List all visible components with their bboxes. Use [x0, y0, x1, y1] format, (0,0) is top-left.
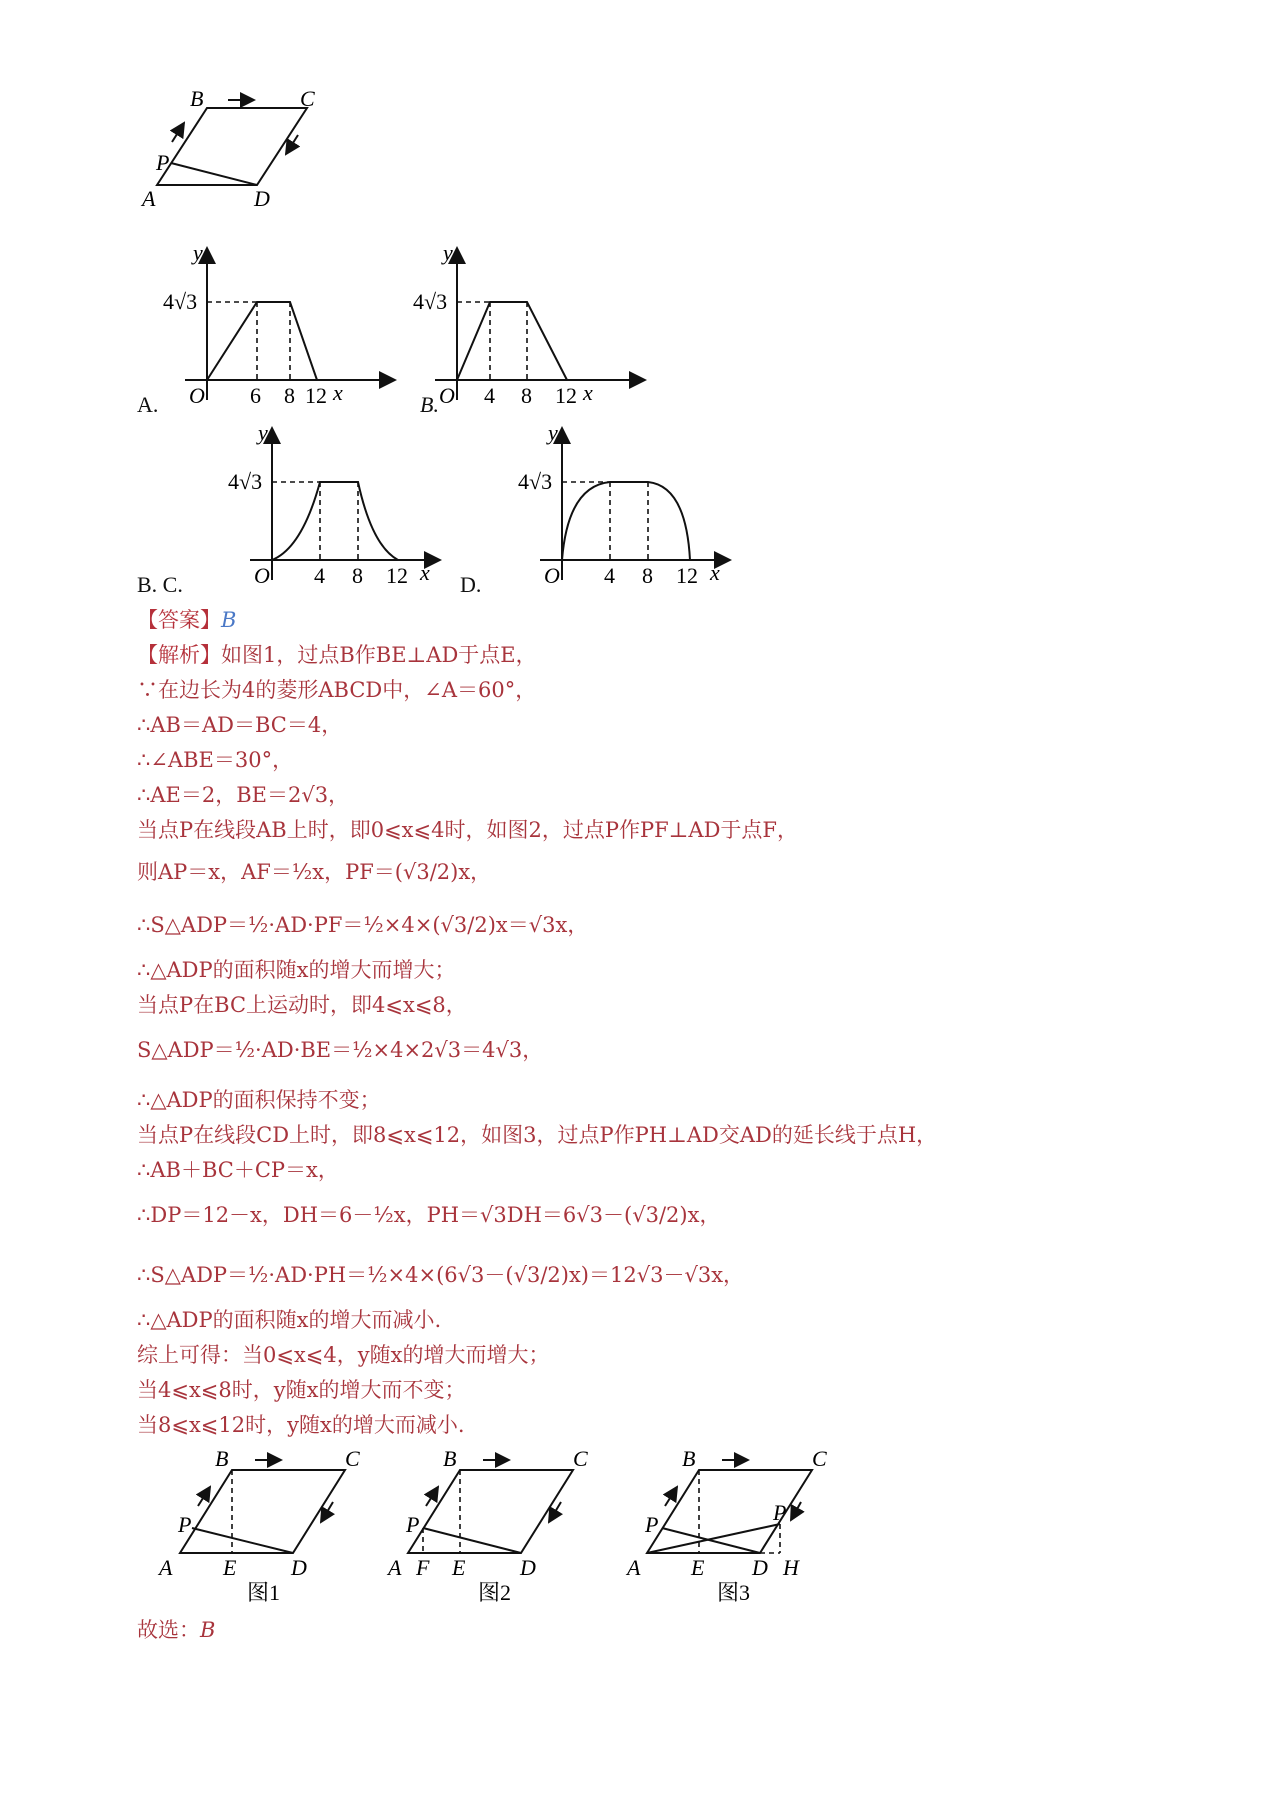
rhombus-outline [180, 1470, 345, 1553]
label-yval: 4√3 [228, 469, 263, 494]
answer-tag: 【答案】 [137, 608, 221, 632]
analysis-line-13: 当点P在线段CD上时，即8⩽x⩽12，如图3，过点P作PH⊥AD交AD的延长线于点H， [137, 1123, 938, 1147]
analysis-line-18: 综上可得：当0⩽x⩽4，y随x的增大而增大； [137, 1343, 550, 1367]
label-f: F [416, 1555, 430, 1580]
arrow-ab [172, 123, 184, 142]
label-x: x [710, 560, 720, 585]
tick-12: 12 [676, 563, 698, 588]
curve [207, 302, 317, 380]
figure-1 [155, 1440, 365, 1605]
label-h: H [783, 1555, 799, 1580]
label-p: P [406, 1512, 420, 1537]
tick-8: 8 [352, 563, 363, 588]
label-b: B [443, 1446, 457, 1471]
label-o: O [439, 383, 455, 408]
conclusion-label: 故选： [137, 1618, 200, 1642]
arrow-ab [426, 1487, 438, 1506]
label-d: D [520, 1555, 536, 1580]
rhombus-figure [142, 86, 350, 240]
arrow-ab [198, 1487, 210, 1506]
rhombus-outline [647, 1470, 812, 1553]
tick-4: 4 [484, 383, 495, 408]
label-e: E [691, 1555, 705, 1580]
analysis-line-9: ∴△ADP的面积随x的增大而增大； [137, 958, 456, 982]
curve [562, 482, 690, 560]
option-a: A. [137, 392, 159, 417]
analysis-line-3: ∴AB＝AD＝BC＝4， [137, 713, 343, 737]
label-b: B [682, 1446, 696, 1471]
label-o: O [254, 563, 270, 588]
label-d: D [752, 1555, 768, 1580]
answer-value: B [221, 608, 237, 632]
analysis-line-6: 当点P在线段AB上时，即0⩽x⩽4时，如图2，过点P作PF⊥AD于点F， [137, 818, 798, 842]
label-p-ab: P [645, 1512, 659, 1537]
label-x: x [583, 380, 593, 405]
arrow-cd [791, 1502, 801, 1520]
analysis-line-1 [137, 640, 537, 670]
analysis-line-17: ∴△ADP的面积随x的增大而减小. [137, 1308, 442, 1332]
tick-8: 8 [521, 383, 532, 408]
label-x: x [333, 380, 343, 405]
analysis-line-19: 当4⩽x⩽8时，y随x的增大而不变； [137, 1378, 466, 1402]
label-p: P [156, 150, 170, 175]
tick-8: 8 [284, 383, 295, 408]
label-d: D [254, 186, 270, 211]
analysis-line-8: ∴S△ADP＝½·AD·PF＝½×4×(√3/2)x＝√3x， [137, 913, 589, 937]
line-text: 如图1，过点B作BE⊥AD于点E， [221, 643, 537, 667]
label-e: E [223, 1555, 237, 1580]
option-b: B. [420, 392, 439, 417]
label-y: y [258, 420, 268, 445]
label-c: C [573, 1446, 588, 1471]
label-yval: 4√3 [518, 469, 553, 494]
graph-c [228, 420, 450, 590]
label-p-cd: P [773, 1500, 787, 1525]
answer-line [137, 605, 236, 635]
analysis-line-4: ∴∠ABE＝30°， [137, 748, 294, 772]
label-x: x [420, 560, 430, 585]
segment-pd [423, 1528, 521, 1553]
analysis-line-5: ∴AE＝2，BE＝2√3， [137, 783, 350, 807]
label-a: A [627, 1555, 641, 1580]
option-c: B. C. [137, 572, 183, 597]
tick-12: 12 [386, 563, 408, 588]
segment-pd [171, 163, 257, 185]
label-y: y [443, 240, 453, 265]
label-e: E [452, 1555, 466, 1580]
tick-4: 4 [314, 563, 325, 588]
curve [272, 482, 398, 560]
segment-pd [192, 1528, 293, 1553]
analysis-line-10: 当点P在BC上运动时，即4⩽x⩽8， [137, 993, 467, 1017]
figure-caption: 图1 [247, 1580, 281, 1605]
analysis-tag: 【解析】 [137, 643, 221, 667]
option-d: D. [460, 572, 482, 597]
label-c: C [812, 1446, 827, 1471]
curve [457, 302, 567, 380]
label-yval: 4√3 [413, 289, 448, 314]
figure-caption: 图3 [717, 1580, 751, 1605]
analysis-line-2: ∵在边长为4的菱形ABCD中，∠A＝60°， [137, 678, 537, 702]
analysis-line-15: ∴DP＝12－x，DH＝6－½x，PH＝√3DH＝6√3－(√3/2)x， [137, 1203, 721, 1227]
graph-d [518, 420, 740, 590]
conclusion-value: B [200, 1618, 216, 1642]
analysis-line-20: 当8⩽x⩽12时，y随x的增大而减小. [137, 1413, 465, 1437]
label-y: y [548, 420, 558, 445]
tick-4: 4 [604, 563, 615, 588]
label-b: B [215, 1446, 229, 1471]
analysis-line-16: ∴S△ADP＝½·AD·PH＝½×4×(6√3－(√3/2)x)＝12√3－√3x， [137, 1263, 745, 1287]
rhombus-outline [408, 1470, 573, 1553]
graph-a [163, 240, 400, 410]
tick-8: 8 [642, 563, 653, 588]
figure-2 [390, 1440, 600, 1605]
label-c: C [345, 1446, 360, 1471]
conclusion-line [137, 1615, 215, 1645]
analysis-line-12: ∴△ADP的面积保持不变； [137, 1088, 381, 1112]
figure-3 [625, 1440, 845, 1605]
arrow-ab [665, 1487, 677, 1506]
label-o: O [189, 383, 205, 408]
label-c: C [300, 86, 315, 111]
label-yval: 4√3 [163, 289, 198, 314]
label-d: D [291, 1555, 307, 1580]
figure-caption: 图2 [478, 1580, 512, 1605]
analysis-line-7: 则AP＝x，AF＝½x，PF＝(√3/2)x， [137, 860, 492, 884]
rhombus-outline [157, 108, 307, 185]
label-a: A [388, 1555, 402, 1580]
analysis-line-11: S△ADP＝½·AD·BE＝½×4×2√3＝4√3， [137, 1038, 544, 1062]
label-o: O [544, 563, 560, 588]
label-a: A [142, 186, 156, 211]
label-b: B [190, 86, 204, 111]
label-y: y [193, 240, 203, 265]
tick-12: 12 [555, 383, 577, 408]
tick-6: 6 [250, 383, 261, 408]
label-p: P [178, 1512, 192, 1537]
analysis-line-14: ∴AB＋BC＋CP＝x， [137, 1158, 339, 1182]
label-a: A [159, 1555, 173, 1580]
graph-b [413, 240, 650, 410]
tick-12: 12 [305, 383, 327, 408]
